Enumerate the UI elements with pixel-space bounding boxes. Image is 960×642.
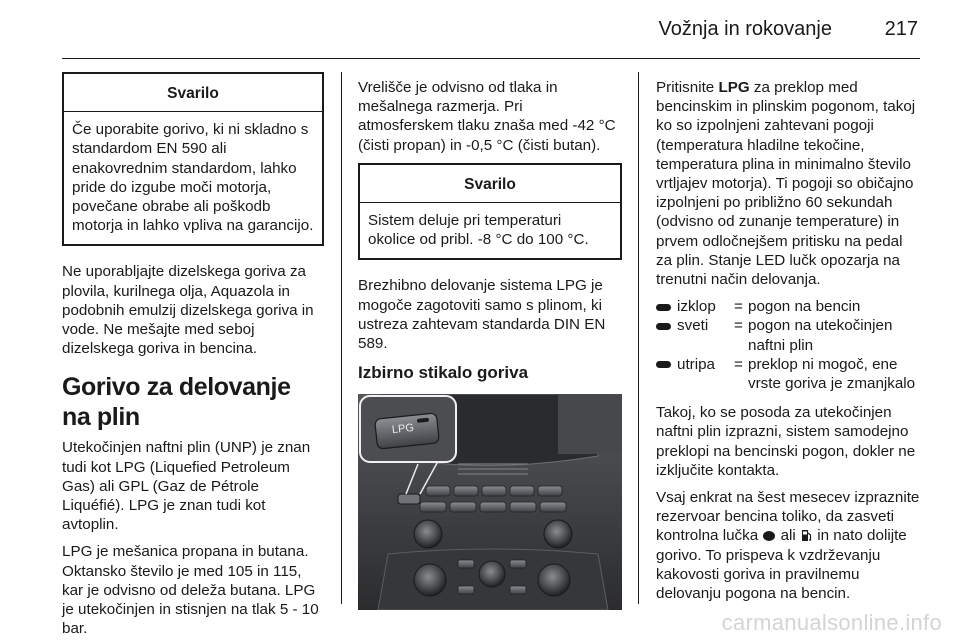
warning-box-diesel: [62, 72, 324, 246]
paragraph-lpg-switching: [656, 78, 922, 289]
paragraph-diesel-mixing: Ne uporabljajte dizelskega goriva za plovila, kurilnega olja, Aquazola in podobnih emulzij dizelskega goriva in vode. Ne mešajte med seboj dizelskega goriva in bencina.: [62, 263, 314, 358]
column-1: [62, 72, 324, 642]
section-heading-fuel-switch: Izbirno stikalo goriva: [358, 363, 529, 383]
column-divider-2: [638, 72, 639, 604]
led-icon: [656, 304, 671, 311]
led-status-eq: =: [734, 298, 743, 316]
warning-box-temperature: [358, 163, 622, 261]
intro-text-start: Pritisnite: [656, 79, 719, 96]
page-title: Vožnja in rokovanje: [658, 18, 832, 40]
led-status-list: [656, 297, 922, 393]
led-status-row: [656, 297, 922, 316]
led-icon: [656, 323, 671, 330]
section-heading-lpg: Gorivo za delovanje na plin: [62, 373, 291, 432]
column-divider-1: [341, 72, 342, 604]
paragraph-boiling-point: Vrelišče je odvisno od tlaka in mešalnega razmerja. Pri atmosferskem tlaku znaša med -42 °C (čisti propan) in -0,5 °C (čisti butan).: [358, 79, 616, 154]
warning-title: Svarilo: [64, 74, 322, 112]
text-segment: ali: [776, 527, 801, 545]
led-status-key: izklop: [677, 298, 716, 316]
led-status-eq: =: [734, 317, 743, 335]
warning-body: Sistem deluje pri temperaturi okolice od pribl. -8 °C do 100 °C.: [368, 212, 589, 249]
fuel-pump-icon: [801, 529, 812, 542]
column-3: [656, 78, 922, 611]
warning-body: Če uporabite gorivo, ki ni skladno s standardom EN 590 ali enakovrednim standardom, lahko pride do izgube moči motorja, povečane obrabe ali poškodb motorja in lahko vpliva na garancijo.: [72, 121, 314, 235]
indicator-lamp-icon: [763, 531, 775, 541]
page-number: 217: [884, 18, 918, 40]
led-status-row: [656, 355, 922, 393]
led-status-value: pogon na bencin: [748, 298, 861, 316]
text-segment: Vsaj enkrat na šest mesecev izpraznite rezervoar bencina toliko, da zasveti kontrolna lučka: [656, 489, 920, 545]
led-status-value: pogon na utekočinjen naftni plin: [748, 317, 893, 354]
paragraph-empty-tank: [656, 488, 922, 603]
warning-title: Svarilo: [360, 165, 620, 203]
column-2: [358, 78, 622, 610]
led-status-key: sveti: [677, 317, 709, 335]
lpg-key-label: LPG: [718, 79, 750, 96]
paragraph-lpg-names: Utekočinjen naftni plin (UNP) je znan tudi kot LPG (Liquefied Petroleum Gas) ali GPL (Gaz de Pétrole Liquéfié). LPG je znan tudi kot avtoplin.: [62, 439, 311, 534]
dashboard-figure: [358, 394, 622, 610]
page-header: [0, 0, 960, 58]
led-status-key: utripa: [677, 355, 715, 373]
paragraph-lpg-standard: Brezhibno delovanje sistema LPG je mogoče zagotoviti samo s plinom, ki ustreza zahtevam standarda DIN EN 589.: [358, 277, 606, 353]
led-status-eq: =: [734, 355, 743, 373]
paragraph-auto-switch: Takoj, ko se posoda za utekočinjen naftni plin izprazni, sistem samodejno preklopi na bencinski pogon, dokler ne izključite kontakta.: [656, 404, 916, 479]
led-status-row: [656, 316, 922, 354]
led-status-value: preklop ni mogoč, ene vrste goriva je zmanjkalo: [748, 355, 916, 393]
text-segment: in nato dolijte gorivo. To prispeva k vzdrževanju kakovosti goriva in pravilnemu delovanju pogona na bencin.: [656, 527, 907, 603]
intro-text-end: za preklop med bencinskim in plinskim pogonom, takoj ko so izpolnjeni zahtevani pogoji (temperatura hladilne tekočine, temperatura plina in minimalno število vrtljajev motorja). Ti pogoji so običajno izpolnjeni po približno 60 sekundah (odvisno od zunanje temperature) in prvem odločnejšem pritisku na pedal za plin. Stanje LED lučk opozarja na trenutni način delovanja.: [656, 79, 916, 289]
header-divider: [62, 58, 920, 59]
lpg-button-label: LPG: [391, 422, 415, 437]
watermark: carmanualsonline.info: [721, 610, 942, 635]
led-icon: [656, 361, 671, 368]
paragraph-lpg-composition: LPG je mešanica propana in butana. Oktansko število je med 105 in 115, kar je odvisno od deleža butana. LPG je utekočinjen in stisnjen na tlak 5 - 10 bar.: [62, 543, 319, 638]
